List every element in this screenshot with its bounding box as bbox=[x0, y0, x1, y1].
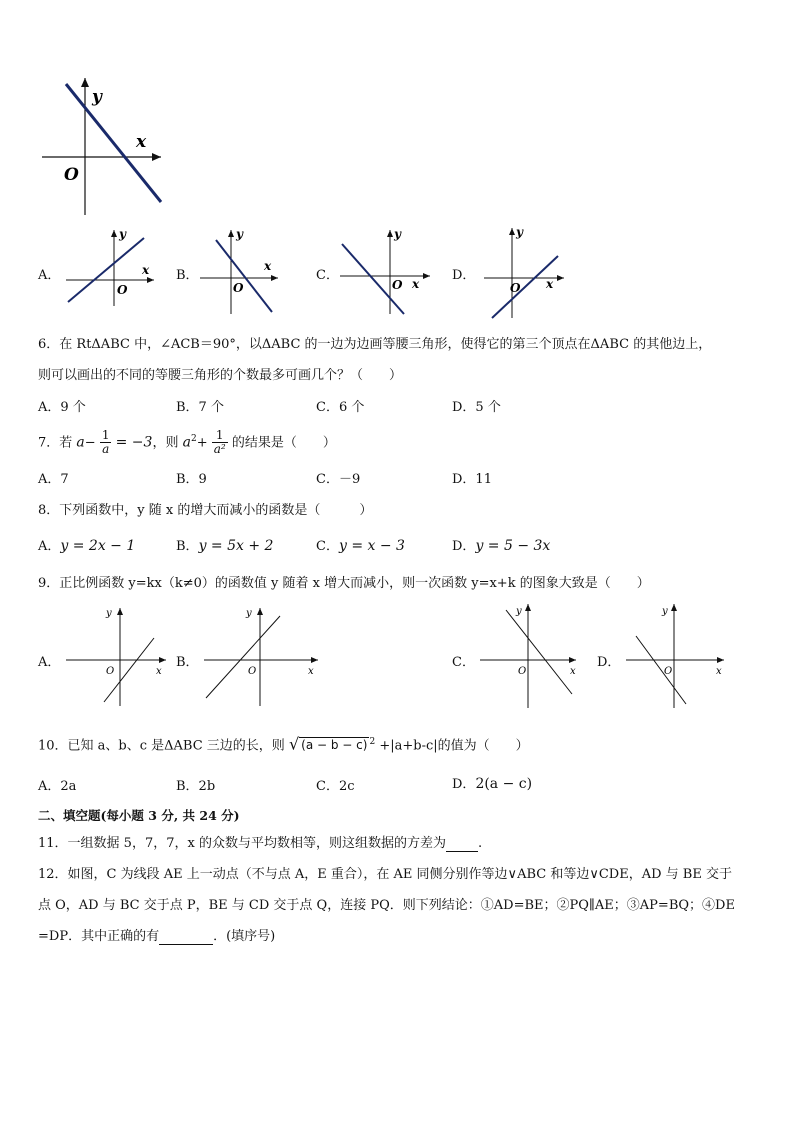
svg-text:O: O bbox=[117, 283, 128, 297]
q5-option-b-letter[interactable]: B． bbox=[176, 268, 199, 283]
q10-stem: 10．已知 a、b、c 是ΔABC 三边的长，则 √ (a − b − c) $^2$ +|a+b-c|的值为（ ） bbox=[38, 734, 529, 754]
q12-stem-line1: 12．如图，C 为线段 AE 上一动点（不与点 A，E 重合），在 AE 同侧分别作等边∨ABC 和等边∨CDE，AD 与 BE 交于 bbox=[38, 867, 732, 882]
q12-stem-line2: 点 O，AD 与 BC 交于点 P，BE 与 CD 交于点 Q，连接 PQ．则下列结论：①AD=BE；②PQ∥AE；③AP=BQ；④DE bbox=[38, 898, 735, 913]
q8-option-b[interactable]: B．y = 5x + 2 bbox=[176, 538, 274, 554]
q9-option-c-graph bbox=[476, 600, 580, 710]
q7-stem: 7．若 a− $\frac{1}{a}$ = −3，则 $a^2+$ $\frac{1}{\text{a²}}$ 的结果是（ ） bbox=[38, 428, 336, 457]
svg-text:x: x bbox=[546, 277, 554, 291]
svg-text:y: y bbox=[516, 225, 523, 239]
q9-option-b-letter[interactable]: B． bbox=[176, 655, 199, 670]
q9-option-d-letter[interactable]: D． bbox=[597, 655, 621, 670]
q9-option-d-graph bbox=[622, 600, 728, 710]
q7-option-b[interactable]: B．9 bbox=[176, 472, 207, 487]
svg-text:O: O bbox=[518, 666, 527, 677]
section-2-title: 二、填空题(每小题 3 分, 共 24 分) bbox=[38, 808, 240, 823]
q11-stem: 11．一组数据 5，7，7，x 的众数与平均数相等，则这组数据的方差为 . bbox=[38, 836, 483, 851]
q7-option-a[interactable]: A．7 bbox=[38, 472, 69, 487]
svg-text:x: x bbox=[716, 666, 722, 677]
q5-option-c-letter[interactable]: C． bbox=[316, 268, 339, 283]
main-y-label: y bbox=[92, 87, 102, 107]
q10-option-c[interactable]: C．2c bbox=[316, 779, 355, 794]
q11-answer-blank[interactable] bbox=[446, 836, 478, 852]
svg-text:x: x bbox=[308, 666, 314, 677]
q5-option-b-graph bbox=[196, 226, 286, 316]
svg-text:O: O bbox=[392, 278, 403, 292]
q7-option-d[interactable]: D．11 bbox=[452, 472, 492, 487]
svg-text:O: O bbox=[510, 281, 521, 295]
q6-option-b[interactable]: B．7 个 bbox=[176, 400, 224, 415]
q5-option-a-letter[interactable]: A． bbox=[38, 268, 61, 283]
q10-option-d[interactable]: D．2(a − c) bbox=[452, 776, 533, 792]
q6-option-c[interactable]: C．6 个 bbox=[316, 400, 365, 415]
svg-text:y: y bbox=[119, 227, 126, 241]
q10-option-a[interactable]: A．2a bbox=[38, 779, 77, 794]
svg-text:x: x bbox=[264, 259, 272, 273]
q5-option-c-graph bbox=[336, 226, 436, 316]
q5-option-d-letter[interactable]: D． bbox=[452, 268, 476, 283]
q9-option-c-letter[interactable]: C． bbox=[452, 655, 475, 670]
svg-text:y: y bbox=[106, 608, 112, 619]
q8-option-a[interactable]: A．y = 2x − 1 bbox=[38, 538, 136, 554]
svg-text:x: x bbox=[412, 277, 420, 291]
svg-text:y: y bbox=[662, 606, 668, 617]
svg-text:y: y bbox=[246, 608, 252, 619]
main-origin-label: O bbox=[64, 165, 79, 185]
svg-text:O: O bbox=[106, 666, 115, 677]
main-x-label: x bbox=[136, 132, 147, 152]
svg-text:y: y bbox=[516, 606, 522, 617]
q9-stem: 9．正比例函数 y=kx（k≠0）的函数值 y 随着 x 增大而减小，则一次函数 y=x+k 的图象大致是（ ） bbox=[38, 576, 650, 591]
q5-option-d-graph bbox=[480, 224, 570, 320]
q8-stem: 8．下列函数中，y 随 x 的增大而减小的函数是（ ） bbox=[38, 503, 373, 518]
svg-text:y: y bbox=[236, 227, 243, 241]
q6-option-a[interactable]: A．9 个 bbox=[38, 400, 86, 415]
q7-option-c[interactable]: C．－9 bbox=[316, 472, 361, 487]
svg-text:O: O bbox=[233, 281, 244, 295]
svg-text:x: x bbox=[142, 263, 150, 277]
main-graph-figure bbox=[36, 72, 171, 220]
q10-option-b[interactable]: B．2b bbox=[176, 779, 216, 794]
q5-option-a-graph bbox=[62, 226, 160, 308]
svg-text:O: O bbox=[664, 666, 673, 677]
svg-text:O: O bbox=[248, 666, 257, 677]
q12-stem-line3: =DP．其中正确的有 ．(填序号) bbox=[38, 929, 276, 944]
svg-text:y: y bbox=[394, 227, 401, 241]
svg-text:x: x bbox=[570, 666, 576, 677]
q8-option-c[interactable]: C．y = x − 3 bbox=[316, 538, 405, 554]
q6-option-d[interactable]: D．5 个 bbox=[452, 400, 501, 415]
q9-option-b-graph bbox=[200, 604, 324, 708]
q8-option-d[interactable]: D．y = 5 − 3x bbox=[452, 538, 551, 554]
q12-answer-blank[interactable] bbox=[159, 929, 213, 945]
q6-stem-line2: 则可以画出的不同的等腰三角形的个数最多可画几个？（ ） bbox=[38, 368, 403, 383]
q9-option-a-letter[interactable]: A． bbox=[38, 655, 61, 670]
svg-text:x: x bbox=[156, 666, 162, 677]
q6-stem-line1: 6．在 RtΔABC 中，∠ACB＝90°，以ΔABC 的一边为边画等腰三角形，使得它的第三个顶点在ΔABC 的其他边上， bbox=[38, 337, 712, 352]
q9-option-a-graph bbox=[62, 604, 172, 708]
